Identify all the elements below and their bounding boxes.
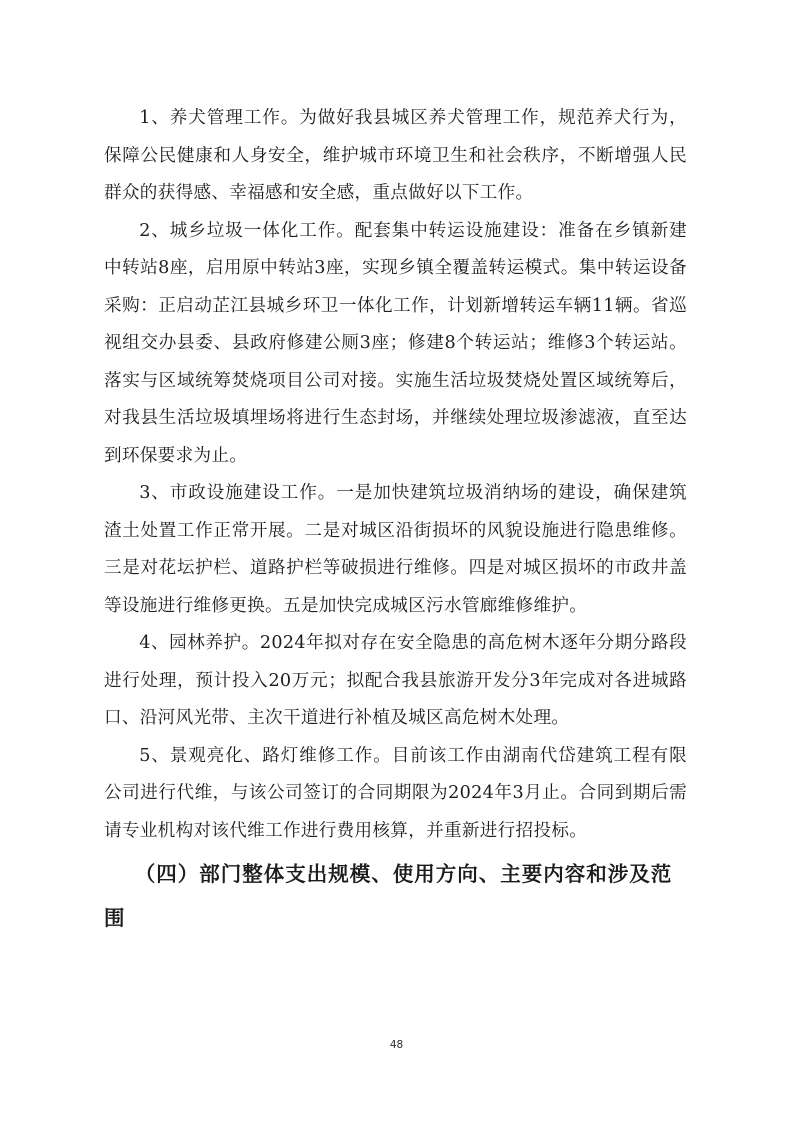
paragraph-landscaping: 4、园林养护。2024年拟对存在安全隐患的高危树木逐年分期分路段进行处理，预计投入20万元；拟配合我县旅游开发分3年完成对各进城路口、沿河风光带、主次干道进行补植及城区高危树木处理。 [104,633,687,728]
document-body [104,100,687,940]
paragraph-municipal-facilities: 3、市政设施建设工作。一是加快建筑垃圾消纳场的建设，确保建筑渣土处置工作正常开展。二是对城区沿街损坏的风貌设施进行隐患维修。三是对花坛护栏、道路护栏等破损进行维修。四是对城区损坏的市政井盖等设施进行维修更换。五是加快完成城区污水管廊维修维护。 [104,483,687,616]
section-heading: （四）部门整体支出规模、使用方向、主要内容和涉及范围 [104,862,673,930]
page-number: 48 [389,1039,404,1051]
paragraph-dog-management: 1、养犬管理工作。为做好我县城区养犬管理工作，规范养犬行为，保障公民健康和人身安全，维护城市环境卫生和社会秩序，不断增强人民群众的获得感、幸福感和安全感，重点做好以下工作。 [104,108,687,203]
paragraph-lighting-maintenance: 5、景观亮化、路灯维修工作。目前该工作由湖南代岱建筑工程有限公司进行代维，与该公司签订的合同期限为2024年3月止。合同到期后需请专业机构对该代维工作进行费用核算，并重新进行招投标。 [104,745,687,841]
paragraph-waste-integration: 2、城乡垃圾一体化工作。配套集中转运设施建设：准备在乡镇新建中转站8座，启用原中转站3座，实现乡镇全覆盖转运模式。集中转运设备采购：正启动芷江县城乡环卫一体化工作，计划新增转运车辆11辆。省巡视组交办县委、县政府修建公厕3座；修建8个转运站；维修3个转运站。落实与区域统筹焚烧项目公司对接。实施生活垃圾焚烧处置区域统筹后，对我县生活垃圾填埋场将进行生态封场，并继续处理垃圾渗滤液，直至达到环保要求为止。 [104,220,687,466]
